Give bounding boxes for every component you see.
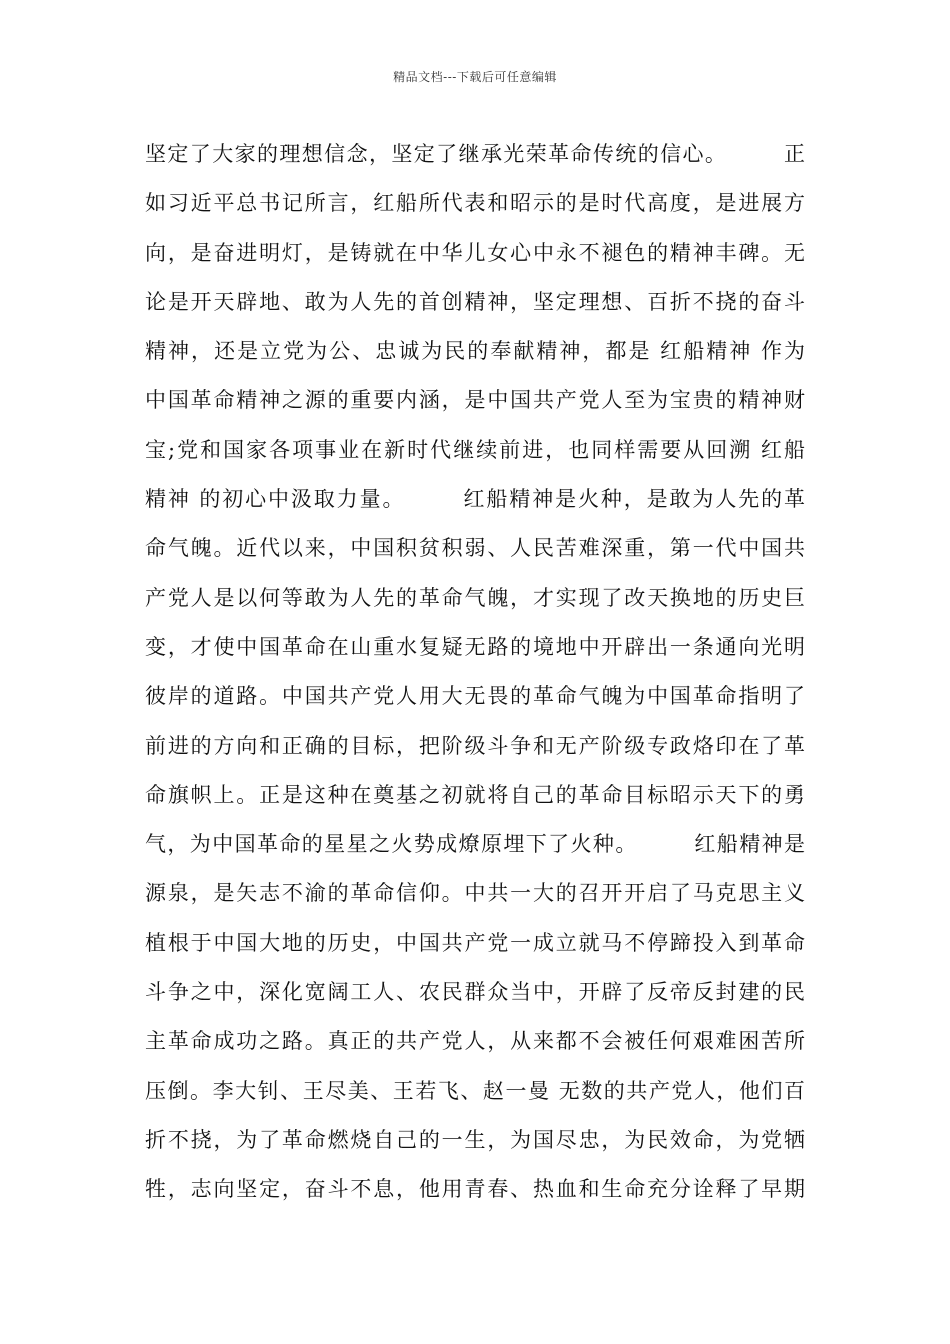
text-line: 论是开天辟地、敢为人先的首创精神，坚定理想、百折不挠的奋斗	[145, 289, 805, 314]
text-line: 命旗帜上。正是这种在奠基之初就将自己的革命目标昭示天下的勇	[145, 782, 805, 807]
text-line: 如习近平总书记所言，红船所代表和昭示的是时代高度，是进展方	[145, 191, 805, 216]
text-line: 坚定了大家的理想信念，坚定了继承光荣革命传统的信心。 正	[145, 142, 805, 166]
text-line: 牲，志向坚定，奋斗不息，他用青春、热血和生命充分诠释了早期	[145, 1177, 805, 1202]
body-text	[145, 130, 805, 1215]
text-line: 源泉，是矢志不渝的革命信仰。中共一大的召开开启了马克思主义	[145, 881, 805, 906]
text-line: 命气魄。近代以来，中国积贫积弱、人民苦难深重，第一代中国共	[145, 536, 805, 561]
page-header: 精品文档---下载后可任意编辑	[393, 70, 557, 84]
text-line: 彼岸的道路。中国共产党人用大无畏的革命气魄为中国革命指明了	[145, 684, 805, 709]
text-line: 折不挠，为了革命燃烧自己的一生，为国尽忠，为民效命，为党牺	[145, 1127, 805, 1152]
text-line: 主革命成功之路。真正的共产党人，从来都不会被任何艰难困苦所	[145, 1029, 805, 1054]
text-line: 气，为中国革命的星星之火势成燎原埋下了火种。 红船精神是	[145, 832, 805, 857]
text-line: 植根于中国大地的历史，中国共产党一成立就马不停蹄投入到革命	[145, 930, 805, 955]
text-line: 精神，还是立党为公、忠诚为民的奉献精神，都是 红船精神 作为	[145, 339, 805, 364]
text-line: 压倒。李大钊、王尽美、王若飞、赵一曼 无数的共产党人，他们百	[145, 1078, 805, 1103]
text-line: 斗争之中，深化宽阔工人、农民群众当中，开辟了反帝反封建的民	[145, 980, 805, 1005]
text-line: 宝;党和国家各项事业在新时代继续前进，也同样需要从回溯 红船	[145, 437, 805, 462]
text-line: 向，是奋进明灯，是铸就在中华儿女心中永不褪色的精神丰碑。无	[145, 240, 805, 265]
text-line: 中国革命精神之源的重要内涵，是中国共产党人至为宝贵的精神财	[145, 388, 805, 413]
text-line: 产党人是以何等敢为人先的革命气魄，才实现了改天换地的历史巨	[145, 585, 805, 610]
text-line: 变，才使中国革命在山重水复疑无路的境地中开辟出一条通向光明	[145, 634, 805, 659]
text-line: 前进的方向和正确的目标，把阶级斗争和无产阶级专政烙印在了革	[145, 733, 805, 758]
text-line: 精神 的初心中汲取力量。 红船精神是火种，是敢为人先的革	[145, 487, 805, 512]
